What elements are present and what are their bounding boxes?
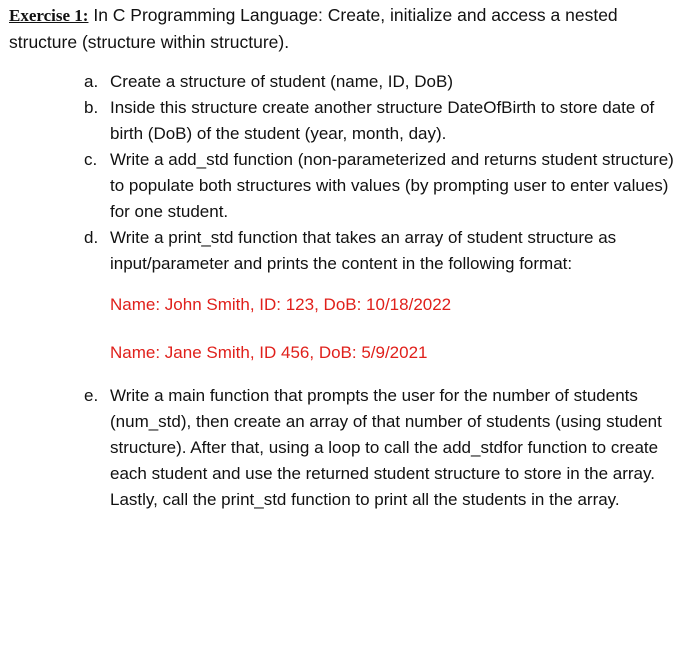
task-item-b — [84, 95, 674, 147]
task-item-a — [84, 69, 674, 95]
task-marker: a. — [84, 72, 99, 91]
task-item-e — [84, 383, 674, 513]
task-item-d — [84, 225, 674, 277]
task-text: Write a main function that prompts the user for the number of students (num_std), then create an array of that number of students (using student structure). After that, using a loop to call the add_stdfor function to create each student and use the returned student structure to store in the array. Lastly, call the print_std function to print all the students in the array. — [110, 386, 662, 509]
task-marker: e. — [84, 386, 99, 405]
task-marker: c. — [84, 150, 98, 169]
task-list-upper — [84, 69, 674, 277]
task-item-c — [84, 147, 674, 225]
exercise-label: Exercise 1: — [9, 6, 89, 25]
task-marker: d. — [84, 228, 99, 247]
task-marker: b. — [84, 98, 99, 117]
task-text: Inside this structure create another structure DateOfBirth to store date of birth (DoB) of the student (year, month, day). — [110, 98, 655, 143]
sample-output-line-2: Name: Jane Smith, ID 456, DoB: 5/9/2021 — [110, 343, 428, 362]
sample-output-line-1: Name: John Smith, ID: 123, DoB: 10/18/2022 — [110, 295, 452, 314]
task-text: Write a add_std function (non-parameterized and returns student structure) to populate both structures with values (by prompting user to enter values) for one student. — [110, 150, 674, 221]
task-text: Create a structure of student (name, ID, DoB) — [110, 72, 453, 91]
exercise-heading — [9, 2, 689, 55]
task-list-lower — [84, 383, 674, 513]
exercise-title: In C Programming Language: Create, initialize and access a nested structure (structure within structure). — [9, 5, 618, 52]
task-text: Write a print_std function that takes an array of student structure as input/parameter and prints the content in the following format: — [110, 228, 617, 273]
